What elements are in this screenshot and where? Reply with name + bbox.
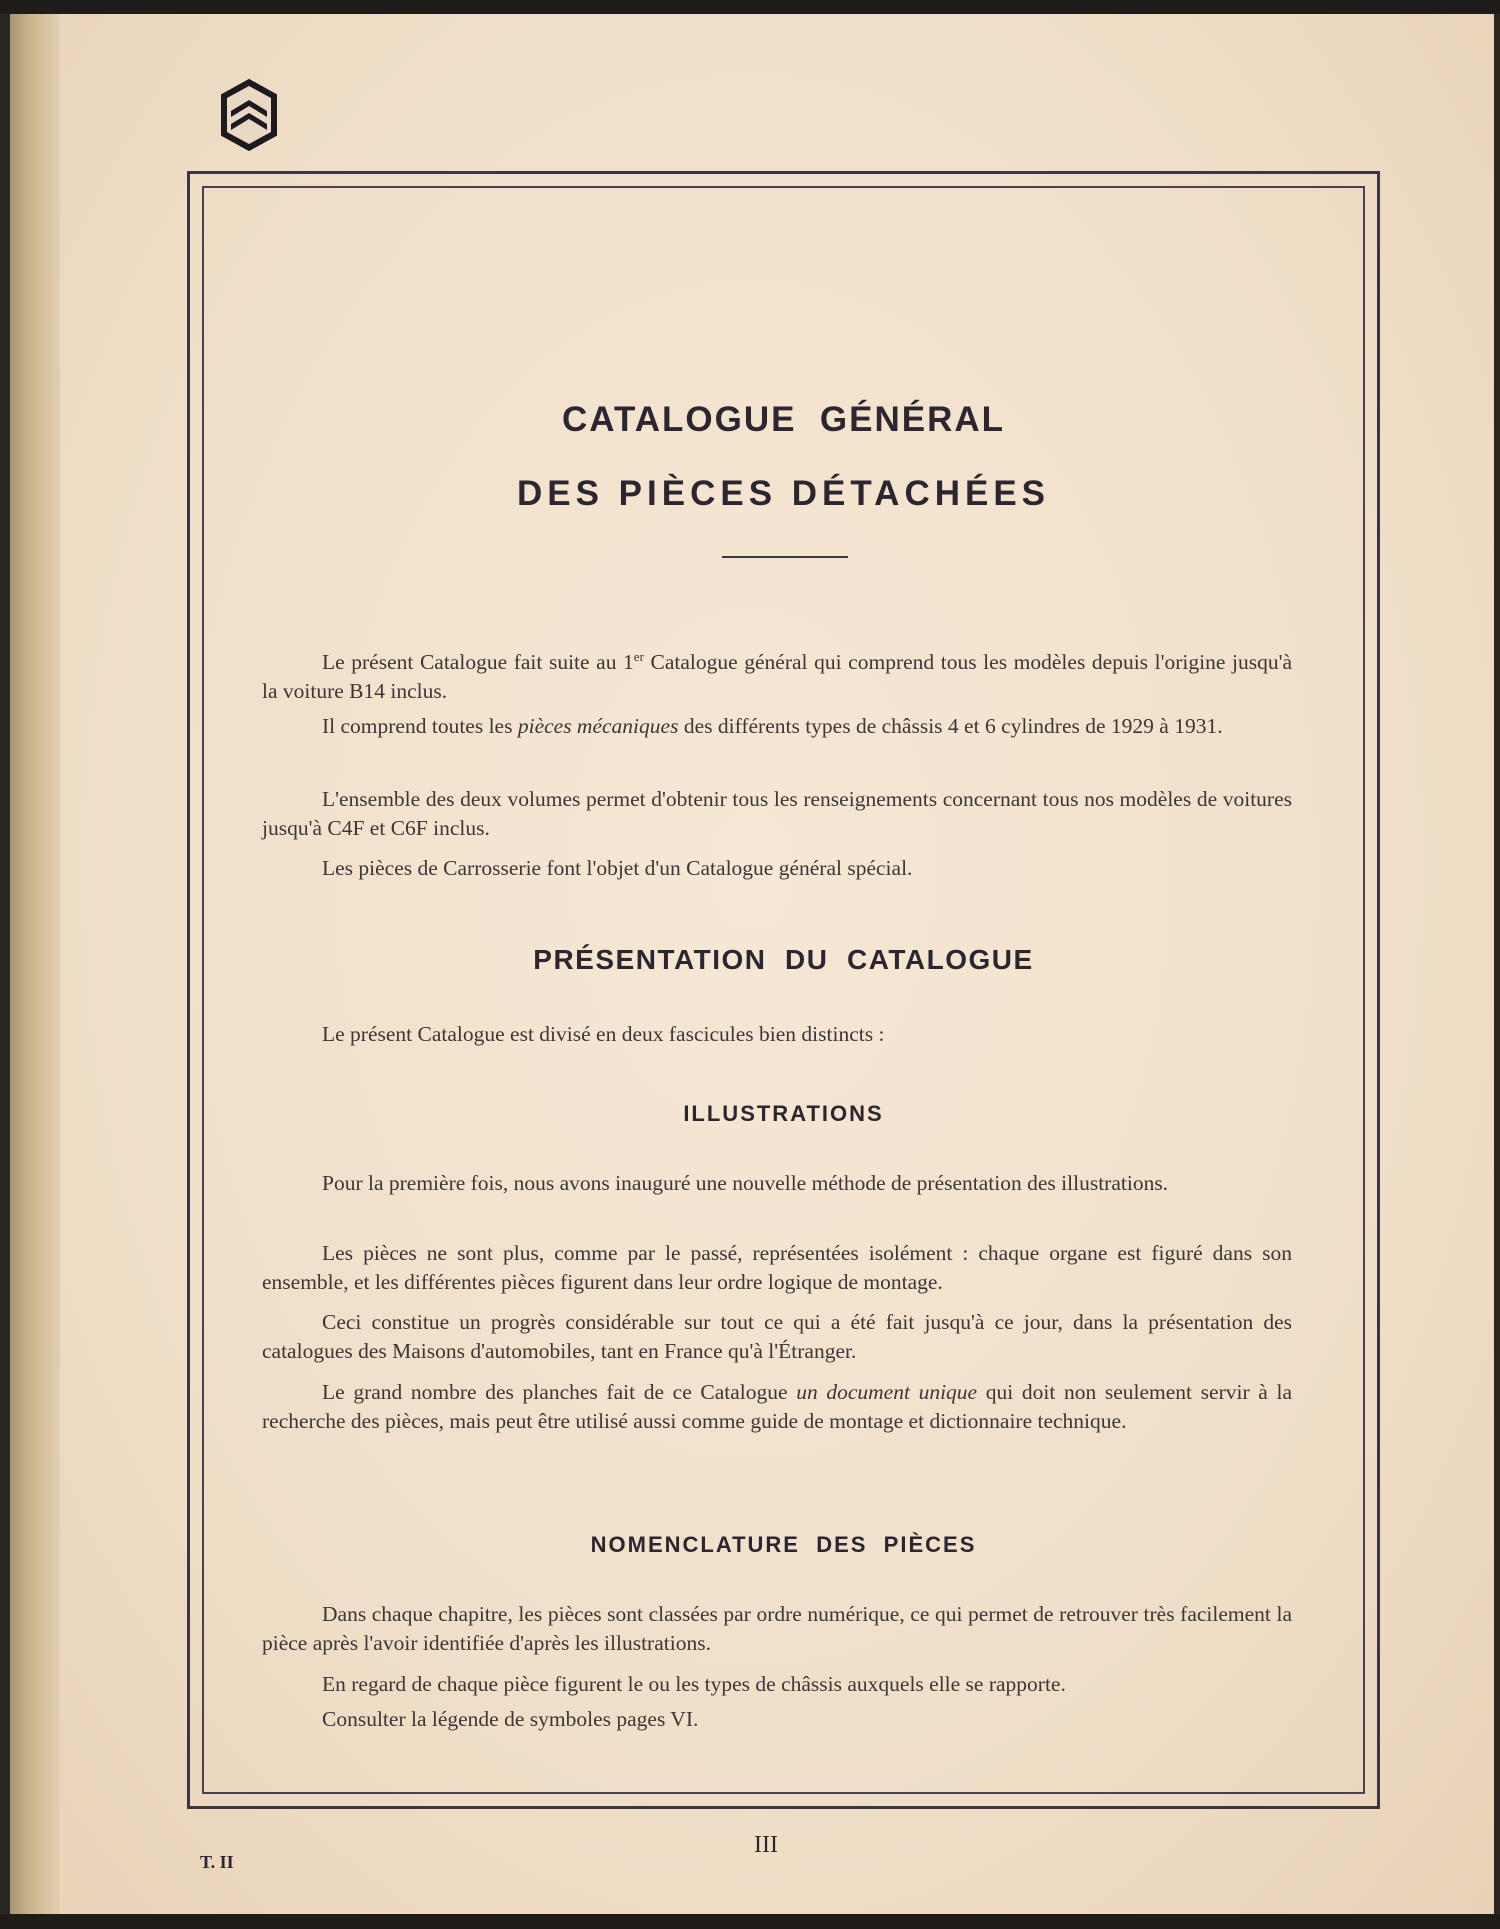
page-border-frame (187, 171, 1380, 1809)
section-heading-presentation: PRÉSENTATION DU CATALOGUE (533, 944, 1034, 975)
intro-paragraph-3: L'ensemble des deux volumes permet d'obtenir tous les renseignements concernant tous nos modèles de voitures jusqu'à C4F et C6F inclus. (262, 787, 1292, 840)
title-line-1: CATALOGUE GÉNÉRAL (561, 400, 1006, 439)
title-divider (722, 556, 848, 558)
illustrations-paragraph-1: Pour la première fois, nous avons inauguré une nouvelle méthode de présentation des illustrations. (322, 1171, 1169, 1195)
section-heading-illustrations: ILLUSTRATIONS (683, 1101, 884, 1126)
page-number: III (754, 1832, 778, 1858)
catalogue-page (10, 14, 1494, 1914)
intro-paragraph-4: Les pièces de Carrosserie font l'objet d'un Catalogue général spécial. (322, 856, 913, 880)
illustrations-paragraph-2: Les pièces ne sont plus, comme par le passé, représentées isolément : chaque organe est figuré dans son ensemble, et les différentes pièces figurent dans leur ordre logique de montage. (262, 1241, 1292, 1294)
intro-paragraph-1: Le présent Catalogue fait suite au 1er Catalogue général qui comprend tous les modèles depuis l'origine jusqu'à la voiture B14 inclus. (262, 649, 1292, 704)
volume-label: T. II (200, 1852, 234, 1872)
title-line-2: DES PIÈCES DÉTACHÉES (516, 474, 1051, 513)
illustrations-paragraph-3: Ceci constitue un progrès considérable sur tout ce qui a été fait jusqu'à ce jour, dans la présentation des catalogues des Maisons d'automobiles, tant en France qu'à l'Étranger. (262, 1310, 1292, 1363)
intro-paragraph-2: Il comprend toutes les pièces mécaniques des différents types de châssis 4 et 6 cylindres de 1929 à 1931. (322, 714, 1223, 738)
nomenclature-paragraph-1: Dans chaque chapitre, les pièces sont classées par ordre numérique, ce qui permet de retrouver très facilement la pièce après l'avoir identifiée d'après les illustrations. (262, 1602, 1292, 1655)
nomenclature-paragraph-3: Consulter la légende de symboles pages VI. (322, 1707, 699, 1731)
presentation-paragraph: Le présent Catalogue est divisé en deux fascicules bien distincts : (322, 1022, 885, 1046)
double-chevron-logo-icon (218, 78, 280, 152)
section-heading-nomenclature: NOMENCLATURE DES PIÈCES (590, 1532, 977, 1557)
illustrations-paragraph-4: Le grand nombre des planches fait de ce Catalogue un document unique qui doit non seulement servir à la recherche des pièces, mais peut être utilisé aussi comme guide de montage et dictionnaire technique. (262, 1380, 1292, 1433)
page-binding-edge (10, 14, 60, 1914)
scan-bottom-edge (0, 1914, 1500, 1929)
scan-top-edge (0, 0, 1500, 14)
nomenclature-paragraph-2: En regard de chaque pièce figurent le ou les types de châssis auxquels elle se rapporte. (322, 1672, 1066, 1696)
